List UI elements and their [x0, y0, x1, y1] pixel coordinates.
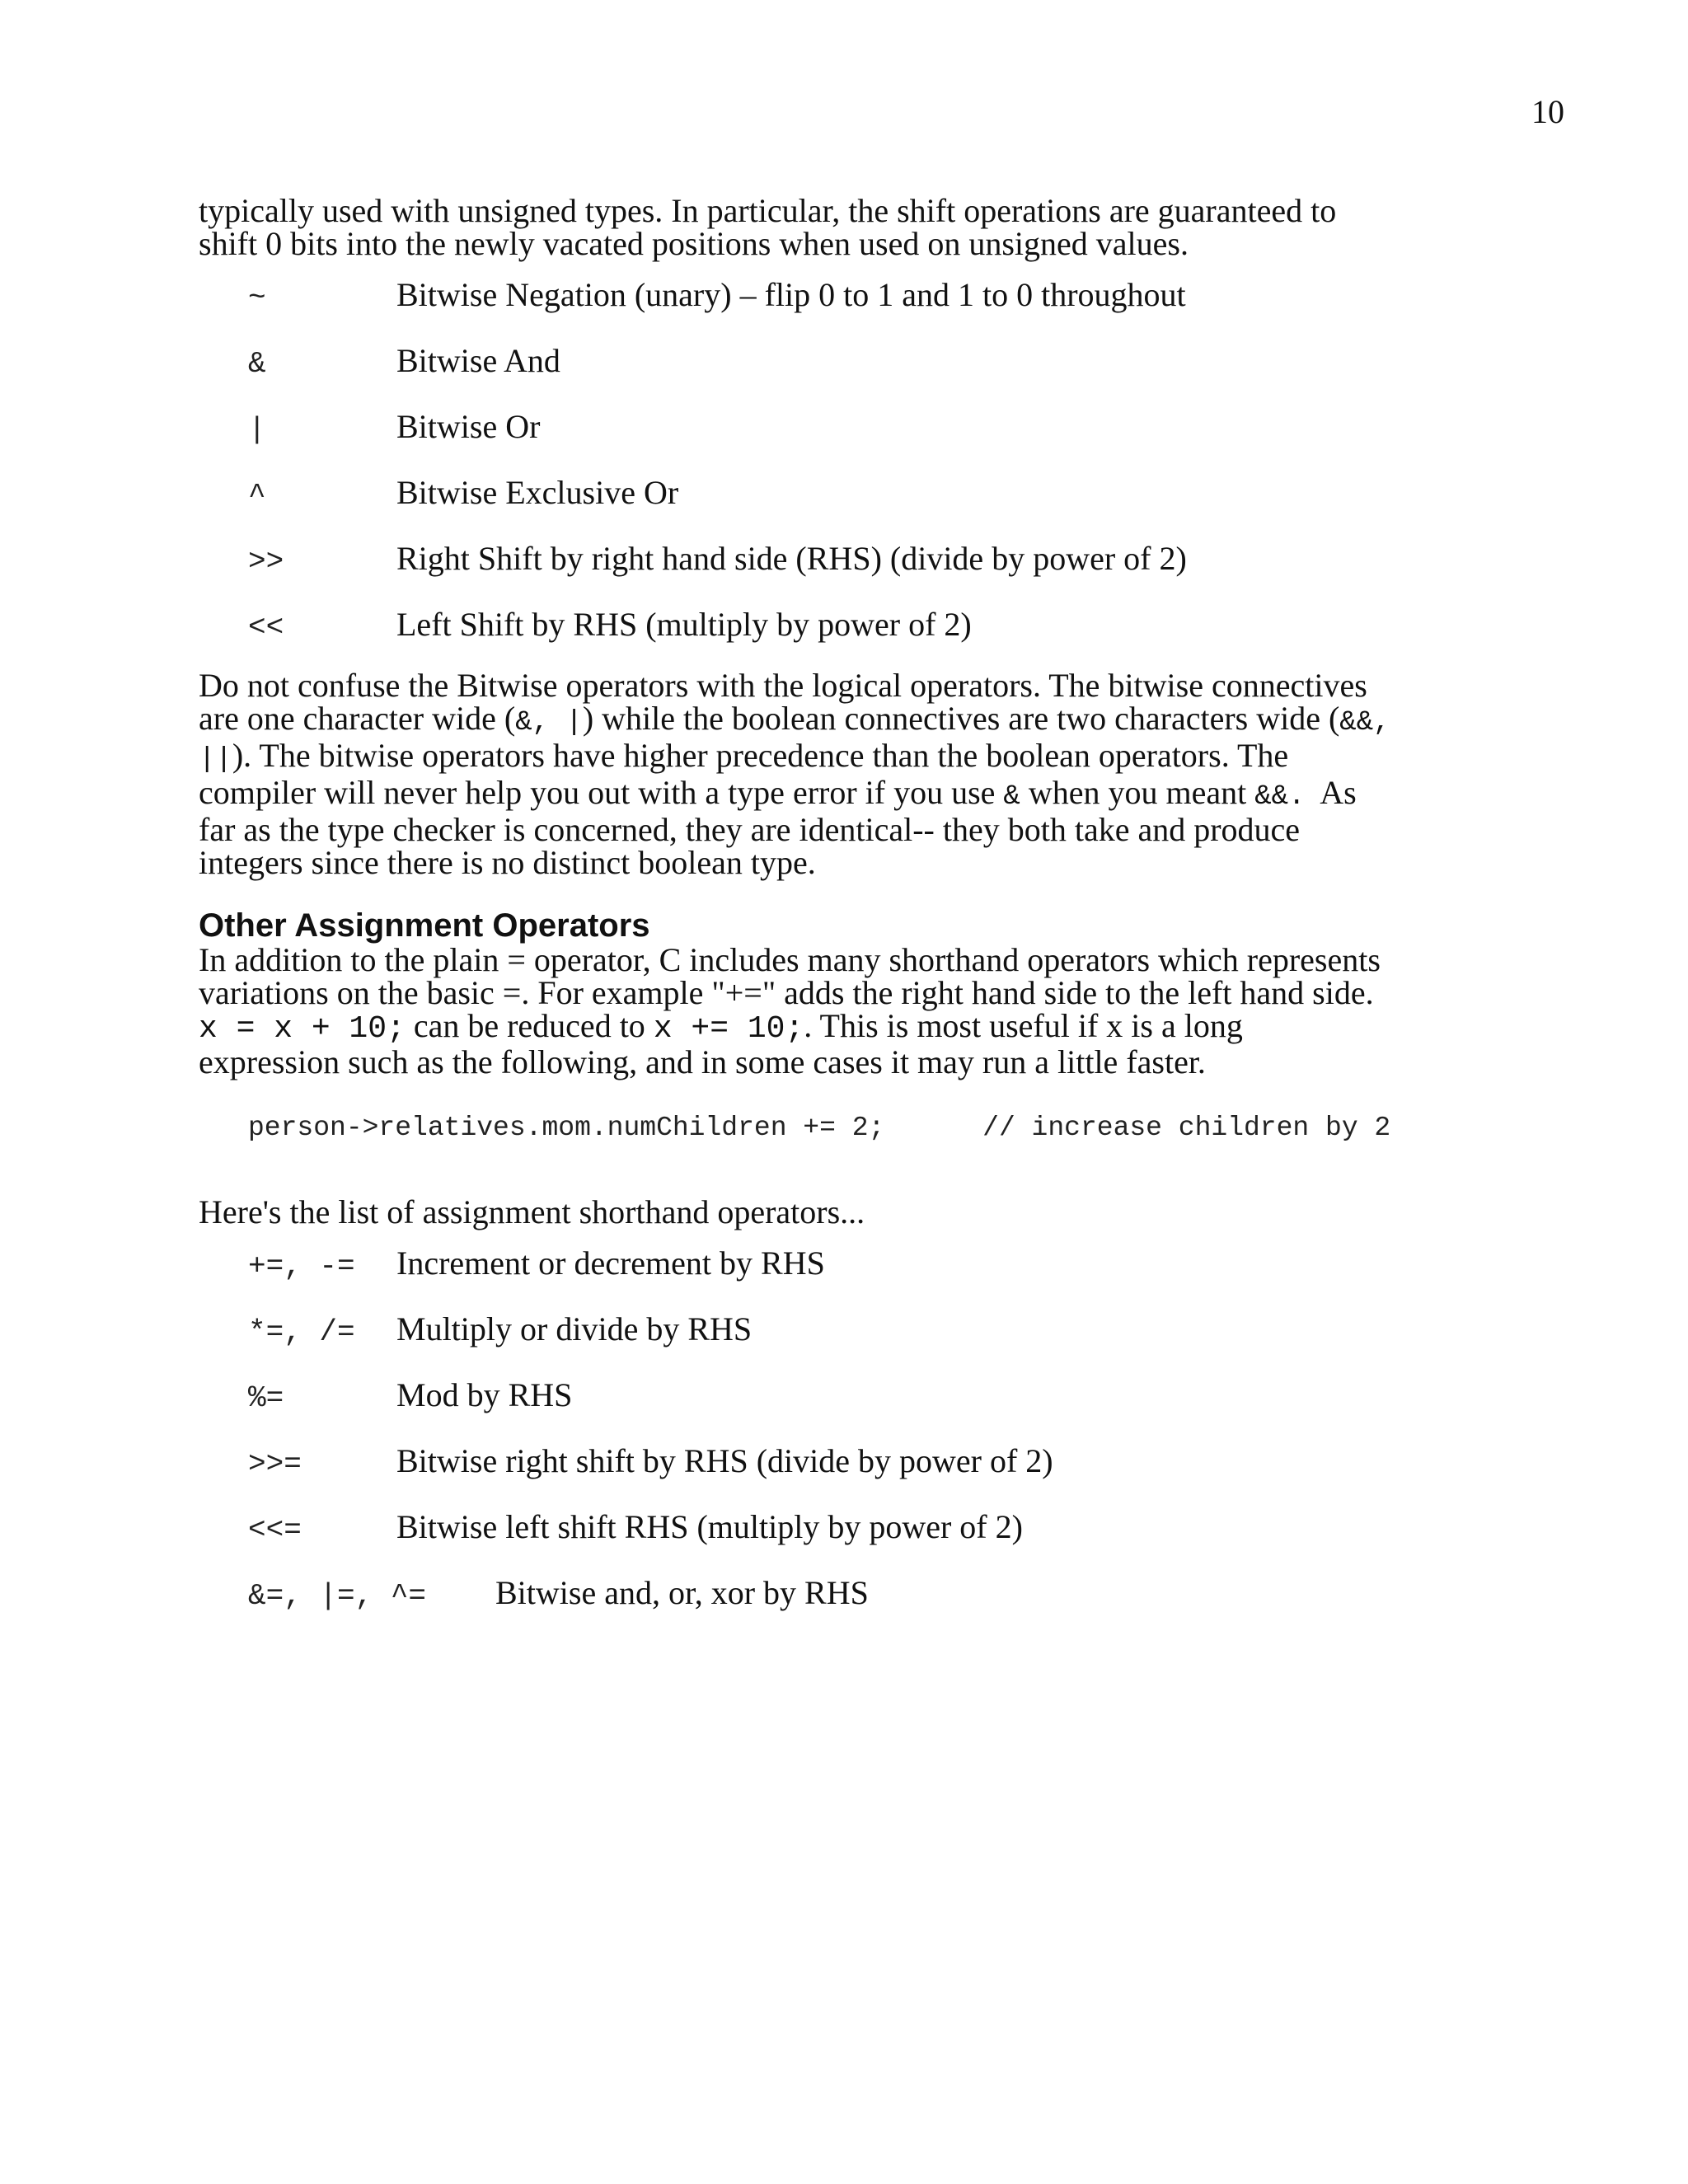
list-item: [199, 1310, 1443, 1376]
operator-description: Bitwise and, or, xor by RHS: [495, 1574, 869, 1611]
section-heading: Other Assignment Operators: [199, 907, 650, 944]
operator-symbol: ~: [248, 281, 266, 315]
assign-line-3a: can be reduced to: [405, 1007, 654, 1044]
page-content: [199, 194, 1443, 1639]
assign-line-1: In addition to the plain = operator, C includes many shorthand operators which represents: [199, 941, 1381, 978]
operator-description: Bitwise Negation (unary) – flip 0 to 1 and 1 to 0 throughout: [396, 276, 1186, 313]
intro-paragraph: [199, 194, 1443, 260]
operator-description: Bitwise Exclusive Or: [396, 474, 679, 511]
list-item: [199, 1244, 1443, 1310]
list-item: [199, 1376, 1443, 1441]
confuse-line-4b: when you meant: [1020, 774, 1255, 811]
operator-description: Bitwise left shift RHS (multiply by power of 2): [396, 1508, 1023, 1545]
operator-symbol: &=, |=, ^=: [248, 1579, 427, 1613]
list-item: [199, 341, 1443, 407]
assignment-operator-list: [199, 1244, 1443, 1639]
list-item: [199, 539, 1443, 605]
confuse-line-3: ). The bitwise operators have higher precedence than the boolean operators. The: [232, 737, 1289, 774]
inline-code: &, |: [515, 707, 583, 738]
inline-code: x = x + 10;: [199, 1011, 406, 1047]
operator-symbol: %=: [248, 1381, 284, 1415]
operator-description: Bitwise right shift by RHS (divide by power of 2): [396, 1442, 1053, 1479]
confuse-paragraph: [199, 669, 1443, 879]
assign-line-4: expression such as the following, and in some cases it may run a little faster.: [199, 1043, 1206, 1080]
operator-symbol: <<=: [248, 1513, 302, 1547]
list-intro: Here's the list of assignment shorthand operators...: [199, 1193, 865, 1230]
operator-symbol: >>: [248, 545, 284, 579]
operator-description: Right Shift by right hand side (RHS) (divide by power of 2): [396, 540, 1187, 577]
operator-description: Increment or decrement by RHS: [396, 1244, 825, 1282]
confuse-line-5: far as the type checker is concerned, they are identical-- they both take and produce: [199, 811, 1301, 848]
list-item: [199, 1441, 1443, 1507]
list-item: [199, 605, 1443, 671]
list-item: [199, 275, 1443, 341]
confuse-line-2b: ) while the boolean connectives are two characters wide (: [582, 700, 1340, 737]
operator-symbol: |: [248, 413, 266, 447]
inline-code: &: [1003, 781, 1020, 813]
confuse-line-1: Do not confuse the Bitwise operators with the logical operators. The bitwise connectives: [199, 667, 1367, 704]
confuse-line-6: integers since there is no distinct boolean type.: [199, 844, 816, 881]
list-item: [199, 473, 1443, 539]
operator-symbol: +=, -=: [248, 1249, 355, 1283]
confuse-line-4a: compiler will never help you out with a type error if you use: [199, 774, 1004, 811]
operator-description: Left Shift by RHS (multiply by power of 2): [396, 606, 972, 643]
list-item: [199, 407, 1443, 473]
inline-code: &&.: [1254, 781, 1306, 813]
bitwise-operator-list: [199, 275, 1443, 671]
operator-description: Multiply or divide by RHS: [396, 1310, 753, 1347]
operator-symbol: *=, /=: [248, 1315, 355, 1349]
confuse-line-4c: As: [1305, 774, 1357, 811]
operator-symbol: <<: [248, 611, 284, 644]
code-example: person->relatives.mom.numChildren += 2; // increase children by 2: [248, 1113, 1391, 1143]
inline-code: x += 10;: [653, 1011, 804, 1047]
list-item: [199, 1573, 1443, 1639]
operator-symbol: ^: [248, 479, 266, 513]
assign-paragraph: [199, 941, 1443, 1080]
page-number: 10: [1531, 93, 1564, 130]
operator-symbol: >>=: [248, 1447, 302, 1481]
list-item: [199, 1507, 1443, 1573]
intro-line-2: shift 0 bits into the newly vacated positions when used on unsigned values.: [199, 225, 1189, 262]
operator-description: Bitwise Or: [396, 408, 541, 445]
operator-description: Mod by RHS: [396, 1376, 573, 1413]
confuse-line-2a: are one character wide (: [199, 700, 516, 737]
intro-line-1: typically used with unsigned types. In particular, the shift operations are guaranteed to: [199, 192, 1337, 229]
inline-code: ||: [199, 744, 232, 776]
operator-symbol: &: [248, 347, 266, 381]
assign-line-2: variations on the basic =. For example "+=" adds the right hand side to the left hand side.: [199, 974, 1374, 1011]
operator-description: Bitwise And: [396, 342, 560, 379]
assign-line-3b: . This is most useful if x is a long: [804, 1007, 1243, 1044]
inline-code: &&,: [1339, 707, 1390, 738]
